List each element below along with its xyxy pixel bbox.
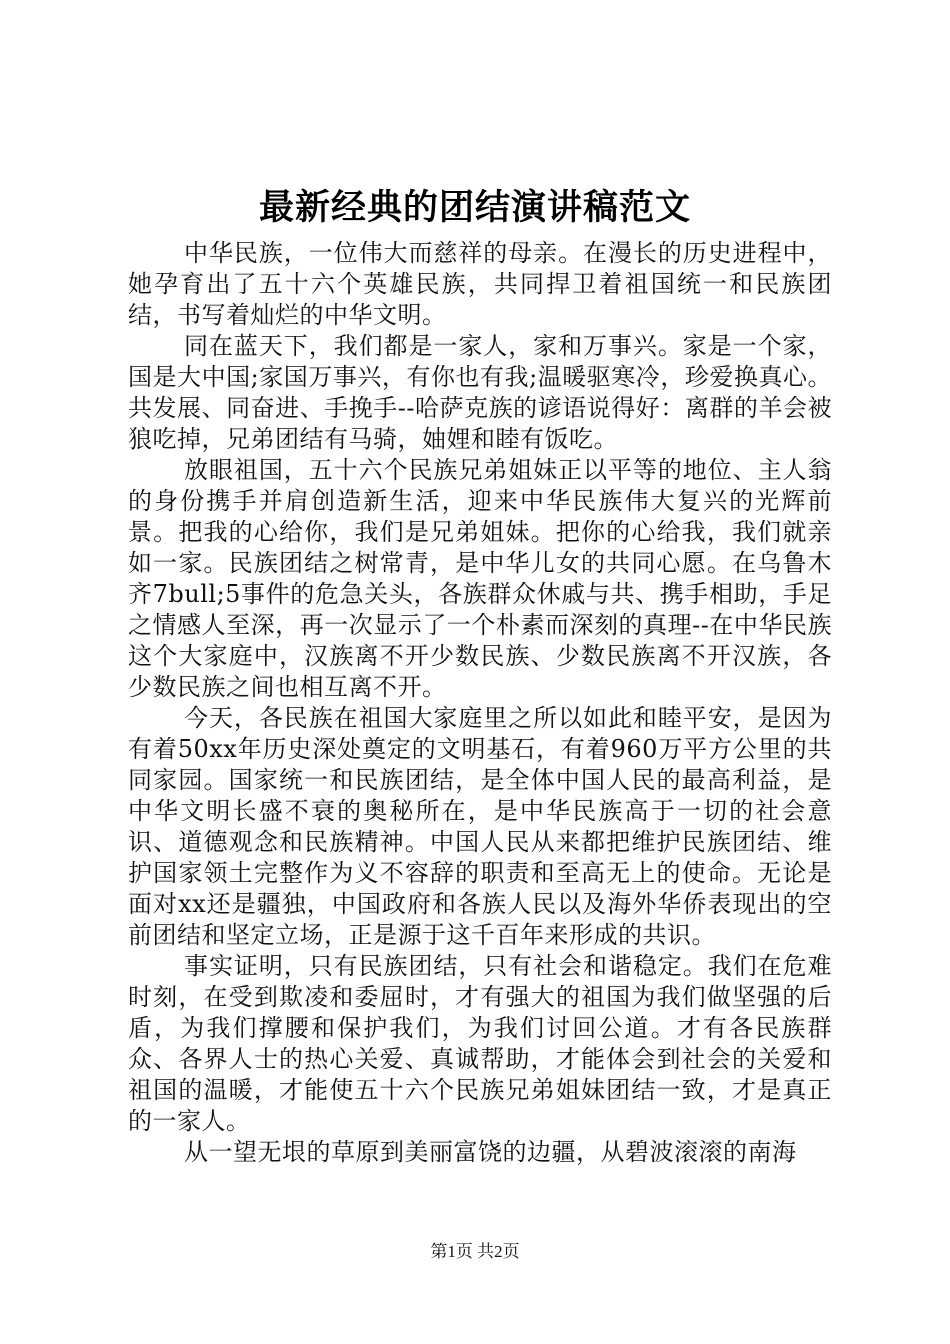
document-body [128,238,832,1168]
page-number-footer: 第1页 共2页 [430,1242,520,1261]
paragraph: 中华民族，一位伟大而慈祥的母亲。在漫长的历史进程中，她孕育出了五十六个英雄民族，共同捍卫着祖国统一和民族团结，书写着灿烂的中华文明。 [128,239,832,329]
paragraph: 同在蓝天下，我们都是一家人，家和万事兴。家是一个家，国是大中国;家国万事兴，有你也有我;温暖驱寒冷，珍爱换真心。共发展、同奋进、手挽手--哈萨克族的谚语说得好：离群的羊会被狼吃掉，兄弟团结有马骑，妯娌和睦有饭吃。 [128,332,832,453]
paragraph: 事实证明，只有民族团结，只有社会和谐稳定。我们在危难时刻，在受到欺凌和委屈时，才有强大的祖国为我们做坚强的后盾，为我们撑腰和保护我们，为我们讨回公道。才有各民族群众、各界人士的热心关爱、真诚帮助，才能体会到社会的关爱和祖国的温暖，才能使五十六个民族兄弟姐妹团结一致，才是真正的一家人。 [128,952,832,1135]
paragraph: 从一望无垠的草原到美丽富饶的边疆，从碧波滚滚的南海 [184,1138,797,1166]
paragraph: 今天，各民族在祖国大家庭里之所以如此和睦平安，是因为有着50xx年历史深处奠定的文明基石，有着960万平方公里的共同家园。国家统一和民族团结，是全体中国人民的最高利益，是中华文明长盛不衰的奥秘所在，是中华民族高于一切的社会意识、道德观念和民族精神。中国人民从来都把维护民族团结、维护国家领土完整作为义不容辞的职责和至高无上的使命。无论是面对xx还是疆独，中国政府和各族人民以及海外华侨表现出的空前团结和坚定立场，正是源于这千百年来形成的共识。 [128,704,832,949]
document-title: 最新经典的团结演讲稿范文 [258,187,691,228]
paragraph: 放眼祖国，五十六个民族兄弟姐妹正以平等的地位、主人翁的身份携手并肩创造新生活，迎来中华民族伟大复兴的光辉前景。把我的心给你，我们是兄弟姐妹。把你的心给我，我们就亲如一家。民族团结之树常青，是中华儿女的共同心愿。在乌鲁木齐7bull;5事件的危急关头，各族群众休戚与共、携手相助，手足之情感人至深，再一次显示了一个朴素而深刻的真理--在中华民族这个大家庭中，汉族离不开少数民族、少数民族离不开汉族，各少数民族之间也相互离不开。 [128,456,832,701]
